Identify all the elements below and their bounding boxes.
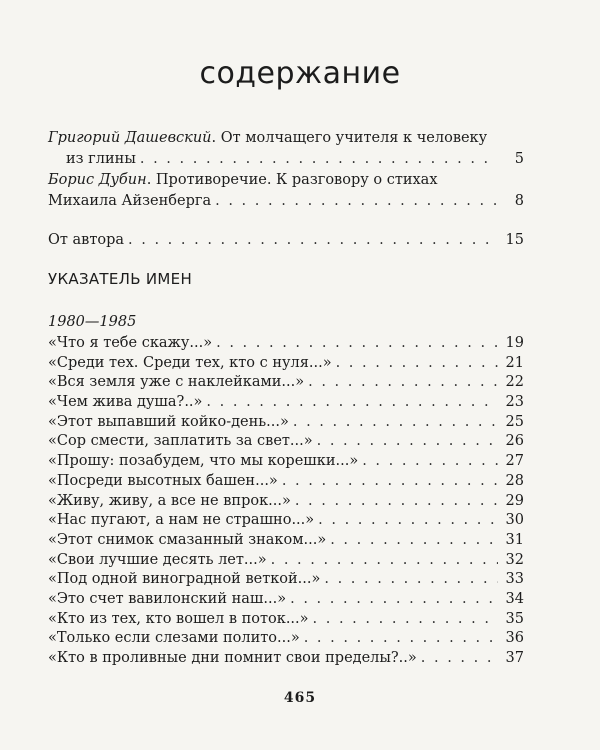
intro-entry-2-line2[interactable] xyxy=(48,191,524,212)
leader-dots xyxy=(336,353,498,374)
entry-title: «Среди тех. Среди тех, кто с нуля...» xyxy=(48,354,332,371)
intro-title: . От молчащего учителя к человеку xyxy=(211,130,488,146)
leader-dots xyxy=(421,648,498,669)
page-number: 465 xyxy=(283,690,317,706)
entry-title: «Свои лучшие десять лет...» xyxy=(48,551,267,568)
leader-dots xyxy=(295,491,498,512)
toc-entry[interactable] xyxy=(48,471,524,491)
from-author-label: От автора xyxy=(48,232,125,248)
toc-entry[interactable] xyxy=(48,589,524,609)
leader-dots xyxy=(282,471,498,492)
leader-dots xyxy=(290,589,498,610)
intro-author: Борис Дубин xyxy=(48,172,147,188)
toc-entry[interactable] xyxy=(48,530,524,550)
entry-title: «Живу, живу, а все не впрок...» xyxy=(48,492,291,509)
page-ref: 36 xyxy=(505,630,524,647)
leader-dots xyxy=(271,550,498,571)
entry-title: «Нас пугают, а нам не страшно...» xyxy=(48,512,315,529)
page-ref: 29 xyxy=(505,492,524,509)
page-ref: 37 xyxy=(505,650,524,666)
toc-entry[interactable] xyxy=(48,491,524,511)
intro-title: . Противоречие. К разговору о стихах xyxy=(146,172,438,188)
toc-entry[interactable] xyxy=(48,372,524,392)
entry-title: «Сор смести, заплатить за свет...» xyxy=(48,433,313,450)
poem-list xyxy=(48,333,524,668)
entry-title: «Кто в проливные дни помнит свои пределы?..» xyxy=(48,650,417,666)
leader-dots xyxy=(318,510,498,531)
leader-dots xyxy=(324,569,498,590)
toc-entry[interactable] xyxy=(48,569,524,589)
leader-dots xyxy=(317,431,498,452)
page-ref: 33 xyxy=(505,571,524,588)
page-ref: 26 xyxy=(505,433,524,450)
entry-title: «Это счет вавилонский наш...» xyxy=(48,590,287,607)
page-title: содержание xyxy=(199,56,401,91)
leader-dots xyxy=(304,628,498,649)
toc-entry[interactable] xyxy=(48,609,524,629)
page-ref: 30 xyxy=(505,512,524,529)
intro-entry-2-line1 xyxy=(48,170,524,191)
toc-entry[interactable] xyxy=(48,412,524,432)
page-ref: 27 xyxy=(505,453,524,470)
toc-entry[interactable] xyxy=(48,648,524,668)
leader-dots xyxy=(206,392,498,413)
page-ref: 23 xyxy=(505,394,524,411)
toc-entry[interactable] xyxy=(48,510,524,530)
intro-title-cont: Михаила Айзенберга xyxy=(48,193,212,209)
index-heading: УКАЗАТЕЛЬ ИМЕН xyxy=(48,270,193,288)
entry-title: «Что я тебе скажу...» xyxy=(48,335,213,351)
page-ref: 21 xyxy=(505,354,524,371)
entry-title: «Этот снимок смазанный знаком...» xyxy=(48,531,327,548)
leader-dots xyxy=(216,333,498,354)
from-author-entry[interactable] xyxy=(48,230,524,251)
entry-title: «Кто из тех, кто вошел в поток...» xyxy=(48,610,309,627)
leader-dots xyxy=(313,609,498,630)
toc-entry[interactable] xyxy=(48,333,524,353)
page-ref: 8 xyxy=(514,193,524,209)
entry-title: «Этот выпавший койко-день...» xyxy=(48,413,289,430)
entry-title: «Вся земля уже с наклейками...» xyxy=(48,374,305,391)
page-ref: 25 xyxy=(505,413,524,430)
page-ref: 15 xyxy=(505,232,524,248)
intro-entry-1-line1 xyxy=(48,128,524,149)
page-ref: 28 xyxy=(505,472,524,489)
page-ref: 22 xyxy=(505,374,524,391)
leader-dots xyxy=(215,191,498,212)
page-ref: 35 xyxy=(505,610,524,627)
page-ref: 5 xyxy=(514,151,524,167)
leader-dots xyxy=(293,412,498,433)
entry-title: «Чем жива душа?..» xyxy=(48,394,203,411)
entry-title: «Под одной виноградной веткой...» xyxy=(48,571,321,588)
leader-dots xyxy=(330,530,498,551)
entry-title: «Только если слезами полито...» xyxy=(48,630,300,647)
intro-author: Григорий Дашевский xyxy=(48,130,212,146)
intro-entry-1-line2[interactable] xyxy=(48,149,524,170)
entry-title: «Посреди высотных башен...» xyxy=(48,472,278,489)
leader-dots xyxy=(308,372,498,393)
toc-entry[interactable] xyxy=(48,451,524,471)
page-ref: 19 xyxy=(505,335,524,351)
page-ref: 34 xyxy=(505,590,524,607)
intro-title-cont: из глины xyxy=(66,151,136,167)
toc-entry[interactable] xyxy=(48,353,524,373)
table-of-contents xyxy=(48,128,524,668)
page-ref: 31 xyxy=(505,531,524,548)
toc-entry[interactable] xyxy=(48,431,524,451)
leader-dots xyxy=(362,451,498,472)
page-ref: 32 xyxy=(505,551,524,568)
toc-entry[interactable] xyxy=(48,550,524,570)
entry-title: «Прошу: позабудем, что мы корешки...» xyxy=(48,453,359,470)
period-heading: 1980—1985 xyxy=(48,314,137,330)
leader-dots xyxy=(128,230,498,251)
toc-entry[interactable] xyxy=(48,628,524,648)
toc-entry[interactable] xyxy=(48,392,524,412)
leader-dots xyxy=(140,149,498,170)
